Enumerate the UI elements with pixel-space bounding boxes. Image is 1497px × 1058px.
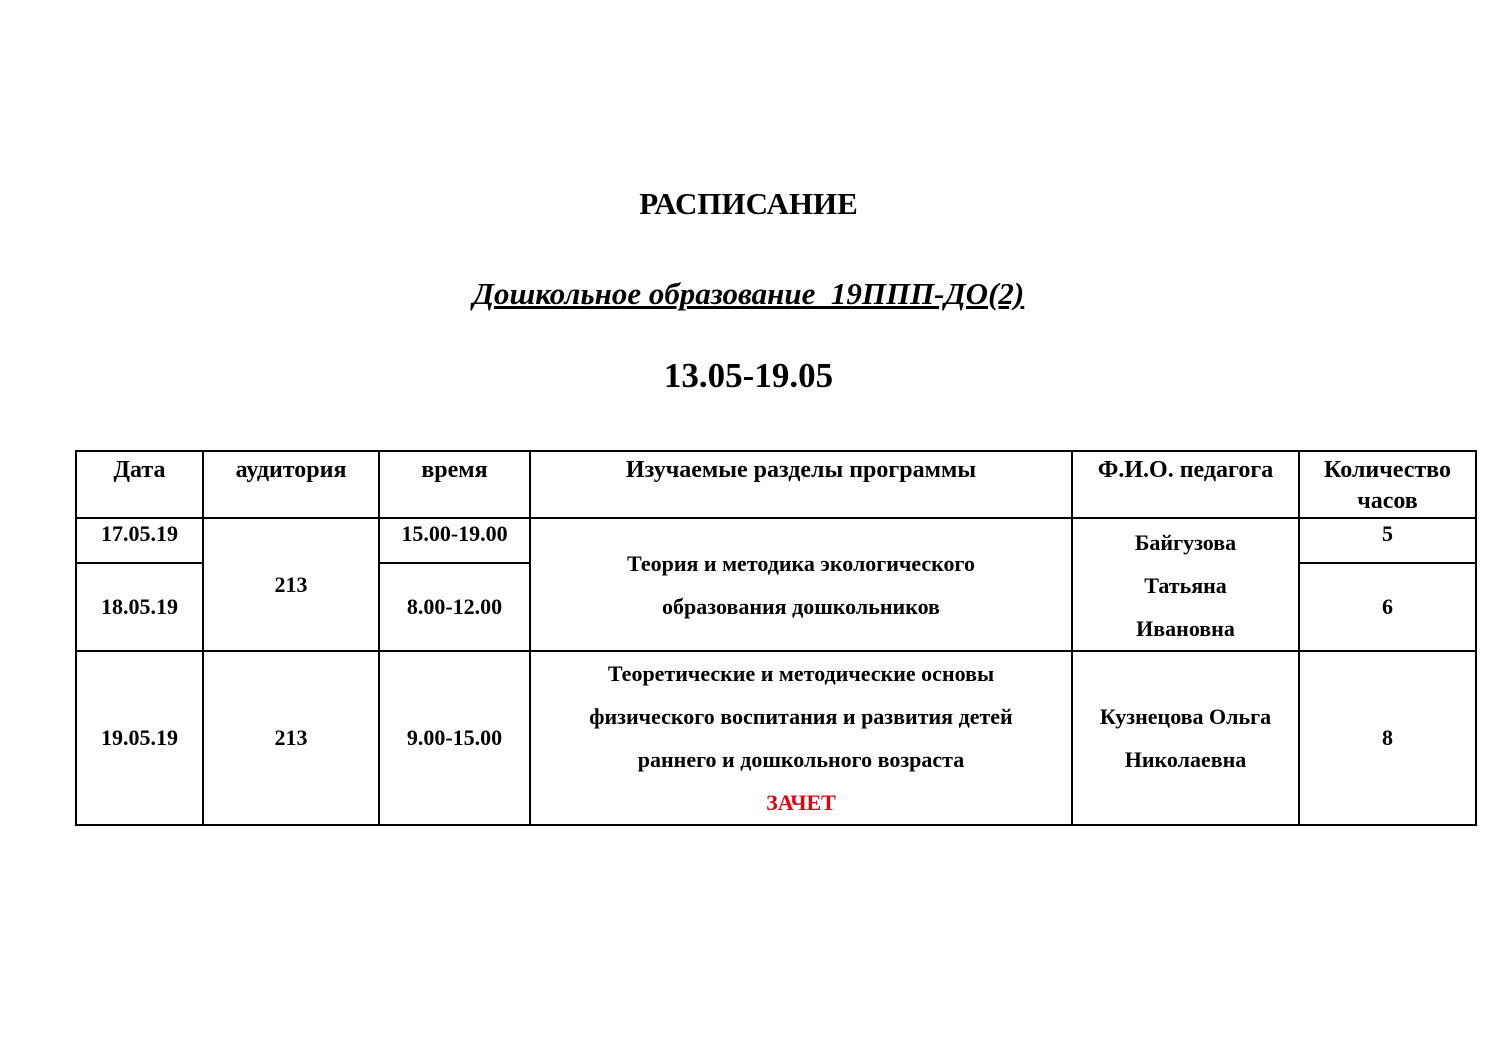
header-date: Дата [76, 451, 203, 518]
teacher-line: Татьяна [1144, 573, 1227, 598]
row-topic [530, 518, 1072, 651]
date-range: 13.05-19.05 [663, 356, 834, 395]
teacher-line: Николаевна [1124, 747, 1247, 772]
topic-line: образования дошкольников [662, 593, 940, 619]
header-hours: Количество часов [1299, 451, 1476, 518]
row-teacher [1072, 651, 1299, 825]
row-date: 19.05.19 [76, 651, 203, 825]
table-header-row [76, 451, 1476, 518]
row-hours: 8 [1299, 651, 1476, 825]
row-topic [530, 651, 1072, 825]
row-time: 15.00-19.00 [379, 518, 530, 563]
header-room: аудитория [203, 451, 379, 518]
row-date: 18.05.19 [76, 563, 203, 651]
row-time: 9.00-15.00 [379, 651, 530, 825]
table-row [76, 651, 1476, 825]
exam-label: ЗАЧЕТ [766, 790, 836, 815]
row-teacher [1072, 518, 1299, 651]
schedule-table [75, 450, 1477, 826]
table-row [76, 518, 1476, 563]
header-time: время [379, 451, 530, 518]
row-room: 213 [203, 518, 379, 651]
page-title: РАСПИСАНИЕ [639, 186, 858, 221]
topic-line: Теория и методика экологического [626, 550, 975, 576]
topic-line: раннего и дошкольного возраста [637, 747, 965, 772]
header-topic: Изучаемые разделы программы [530, 451, 1072, 518]
teacher-line: Байгузова [1134, 530, 1237, 555]
row-hours: 5 [1299, 518, 1476, 563]
row-hours: 6 [1299, 563, 1476, 651]
program-subtitle: Дошкольное образование 19ППП-ДО(2) [472, 276, 1025, 311]
teacher-line: Кузнецова Ольга [1099, 704, 1272, 729]
topic-line: физического воспитания и развития детей [589, 704, 1013, 729]
row-date: 17.05.19 [76, 518, 203, 563]
row-time: 8.00-12.00 [379, 563, 530, 651]
topic-line: Теоретические и методические основы [607, 661, 995, 686]
row-room: 213 [203, 651, 379, 825]
header-teacher: Ф.И.О. педагога [1072, 451, 1299, 518]
teacher-line: Ивановна [1136, 616, 1235, 641]
